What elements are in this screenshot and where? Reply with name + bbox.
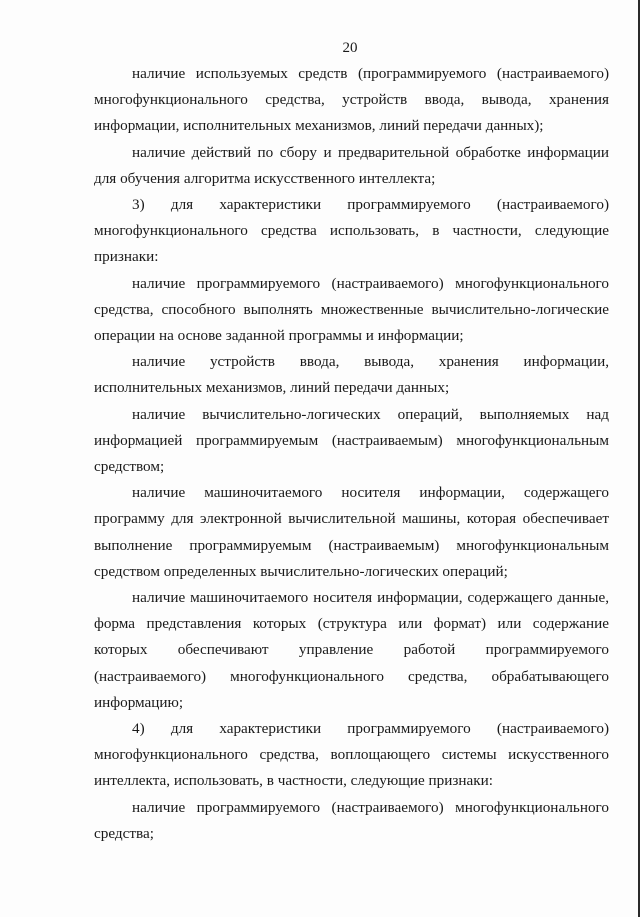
paragraph-7: наличие машиночитаемого носителя информации, содержащего программу для электронной вычислительной машины, которая обеспечивает выполнение программируемым (настраиваемым) многофункциональным средством определенных вычислительно-логических операций; [94, 484, 609, 580]
paragraph-8: наличие машиночитаемого носителя информации, содержащего данные, форма представления которых (структура или формат) или содержание которых обеспечивают управление работой программируемого (настраиваемого) многофункционального средства, обрабатывающего информацию; [94, 589, 609, 711]
paragraph-3: 3) для характеристики программируемого (настраиваемого) многофункционального средства использовать, в частности, следующие признаки: [94, 196, 609, 266]
paragraph-2: наличие действий по сбору и предварительной обработке информации для обучения алгоритма искусственного интеллекта; [94, 143, 609, 187]
paragraph-9: 4) для характеристики программируемого (настраиваемого) многофункционального средства, воплощающего системы искусственного интеллекта, использовать, в частности, следующие признаки: [94, 720, 609, 790]
paragraph-1: наличие используемых средств (программируемого (настраиваемого) многофункционального средства, устройств ввода, вывода, хранения информации, исполнительных механизмов, линий передачи данных); [94, 65, 609, 135]
page-number: 20 [342, 40, 358, 56]
paragraph-4: наличие программируемого (настраиваемого) многофункционального средства, способного выполнять множественные вычислительно-логические операции на основе заданной программы и информации; [94, 274, 609, 345]
paragraph-10: наличие программируемого (настраиваемого) многофункционального средства; [94, 798, 609, 842]
document-body [94, 61, 609, 847]
paragraph-5: наличие устройств ввода, вывода, хранения информации, исполнительных механизмов, линий передачи данных; [94, 353, 609, 397]
paragraph-6: наличие вычислительно-логических операций, выполняемых над информацией программируемым (настраиваемым) многофункциональным средством; [94, 405, 609, 476]
